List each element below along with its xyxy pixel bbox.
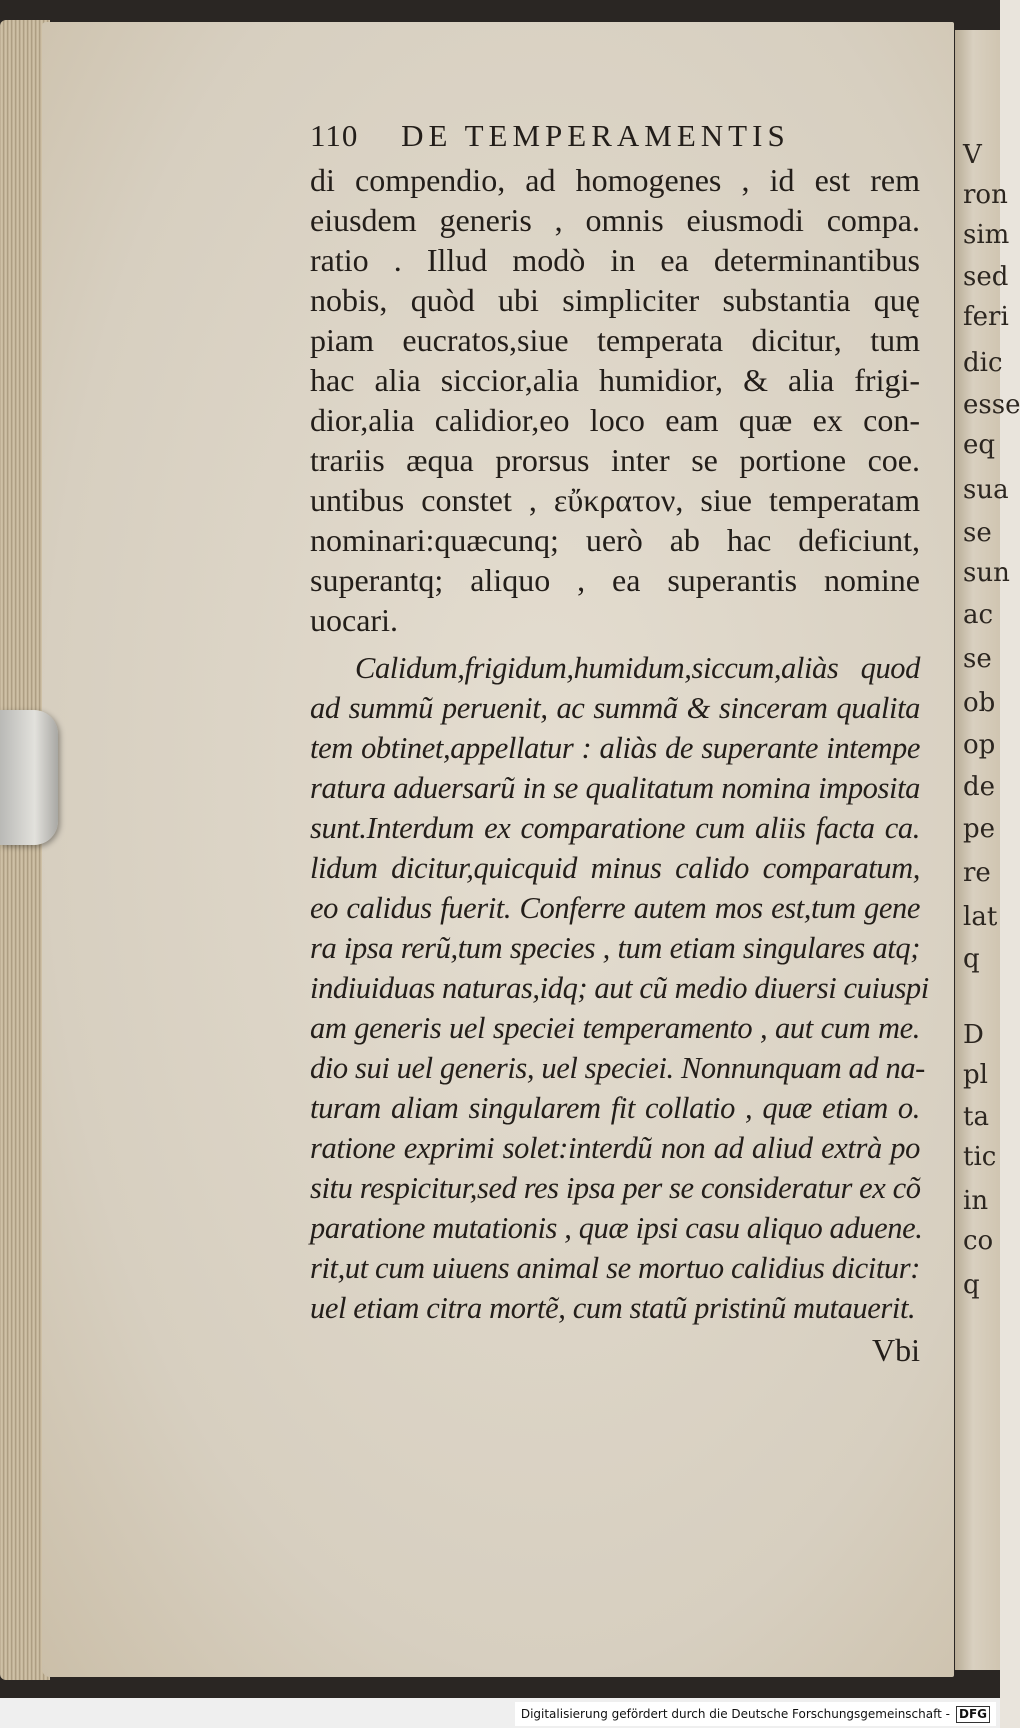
facing-page-word: sun xyxy=(963,558,1010,588)
text-line: ratura aduersarũ in se qualitatum nomina imposita xyxy=(310,771,920,805)
facing-page-word: se xyxy=(963,518,992,548)
text-line: situ respicitur,sed res ipsa per se consideratur ex cõ xyxy=(310,1171,921,1205)
facing-page-word: q xyxy=(963,1270,980,1300)
text-line: superantq; aliquo , ea superantis nomine xyxy=(310,562,920,598)
running-head xyxy=(310,118,920,154)
page-text-block xyxy=(310,118,929,1369)
facing-page-word: pl xyxy=(963,1060,988,1090)
facing-page-word: tic xyxy=(963,1142,997,1172)
facing-page-word: dic xyxy=(963,348,1003,378)
text-line: tem obtinet,appellatur : aliàs de superante intempe xyxy=(310,731,920,765)
facing-page-word: ac xyxy=(963,600,994,630)
text-line: di compendio, ad homogenes , id est rem xyxy=(310,162,920,198)
facing-page-word: q xyxy=(963,944,980,974)
facing-page-word: op xyxy=(963,730,996,760)
text-line: piam eucratos,siue temperata dicitur, tum xyxy=(310,322,920,358)
text-line: eo calidus fuerit. Conferre autem mos est,tum gene xyxy=(310,891,920,925)
text-line: sunt.Interdum ex comparatione cum aliis facta ca. xyxy=(310,811,920,845)
text-line: ratione exprimi solet:interdũ non ad aliud extrà po xyxy=(310,1131,920,1165)
text-line: indiuiduas naturas,idq; aut cũ medio diuersi cuiuspi xyxy=(310,971,929,1005)
italic-paragraph xyxy=(310,648,929,1328)
credit-text: Digitalisierung gefördert durch die Deutsche Forschungsgemeinschaft - xyxy=(520,1707,950,1721)
page-number: 110 xyxy=(310,118,359,153)
page-clip xyxy=(0,710,58,845)
facing-page-word: sua xyxy=(963,475,1009,505)
facing-page-word: sim xyxy=(963,220,1010,250)
facing-page-word: feri xyxy=(963,302,1009,332)
facing-page-word: V xyxy=(963,140,982,170)
text-line: am generis uel speciei temperamento , aut cum me. xyxy=(310,1011,920,1045)
text-line: uocari. xyxy=(310,602,398,638)
text-line: paratione mutationis , quæ ipsi casu aliquo aduene. xyxy=(310,1211,923,1245)
text-line: hac alia siccior,alia humidior, & alia frigi- xyxy=(310,362,920,398)
text-line: turam aliam singularem fit collatio , quæ etiam o. xyxy=(310,1091,920,1125)
facing-page-fragment xyxy=(955,30,1020,1670)
text-line: ra ipsa rerũ,tum species , tum etiam singulares atq; xyxy=(310,931,920,965)
facing-page-word: esse xyxy=(963,390,1020,420)
text-line: ratio . Illud modò in ea determinantibus xyxy=(310,242,920,278)
facing-page-word: eq xyxy=(963,430,996,460)
facing-page-word: ta xyxy=(963,1102,989,1132)
facing-page-word: co xyxy=(963,1226,994,1256)
facing-page-word: de xyxy=(963,772,996,802)
text-line: nobis, quòd ubi simpliciter substantia quę xyxy=(310,282,920,318)
text-line: nominari:quæcunq; uerò ab hac deficiunt, xyxy=(310,522,920,558)
facing-page-word: re xyxy=(963,858,991,888)
running-head-title: DE TEMPERAMENTIS xyxy=(401,118,790,153)
catchword: Vbi xyxy=(872,1332,920,1368)
text-line: ad summũ peruenit, ac summã & sinceram qualita xyxy=(310,691,920,725)
text-line: lidum dicitur,quicquid minus calido comparatum, xyxy=(310,851,920,885)
text-line: eiusdem generis , omnis eiusmodi compa. xyxy=(310,202,920,238)
text-line: uel etiam citra mortẽ, cum statũ pristinũ mutauerit. xyxy=(310,1291,916,1325)
facing-page-word: ron xyxy=(963,180,1008,210)
text-line: untibus constet , εὔκρατον, siue temperatam xyxy=(310,482,920,518)
dfg-logo: DFG xyxy=(956,1706,990,1723)
facing-page-word: se xyxy=(963,644,992,674)
text-line: dio sui uel generis, uel speciei. Nonnunquam ad na- xyxy=(310,1051,925,1085)
text-line: dior,alia calidior,eo loco eam quæ ex con- xyxy=(310,402,920,438)
facing-page-word: D xyxy=(963,1020,984,1050)
facing-page-word: ob xyxy=(963,688,996,718)
facing-page-word: lat xyxy=(963,902,998,932)
digitization-credit xyxy=(515,1702,996,1726)
text-line: trariis æqua prorsus inter se portione coe. xyxy=(310,442,920,478)
text-line: rit,ut cum uiuens animal se mortuo calidius dicitur: xyxy=(310,1251,920,1285)
facing-page-word: pe xyxy=(963,814,996,844)
text-line: Calidum,frigidum,humidum,siccum,aliàs quod xyxy=(355,651,920,685)
facing-page-word: sed xyxy=(963,262,1009,292)
facing-page-word: in xyxy=(963,1186,989,1216)
roman-paragraph xyxy=(310,160,920,640)
